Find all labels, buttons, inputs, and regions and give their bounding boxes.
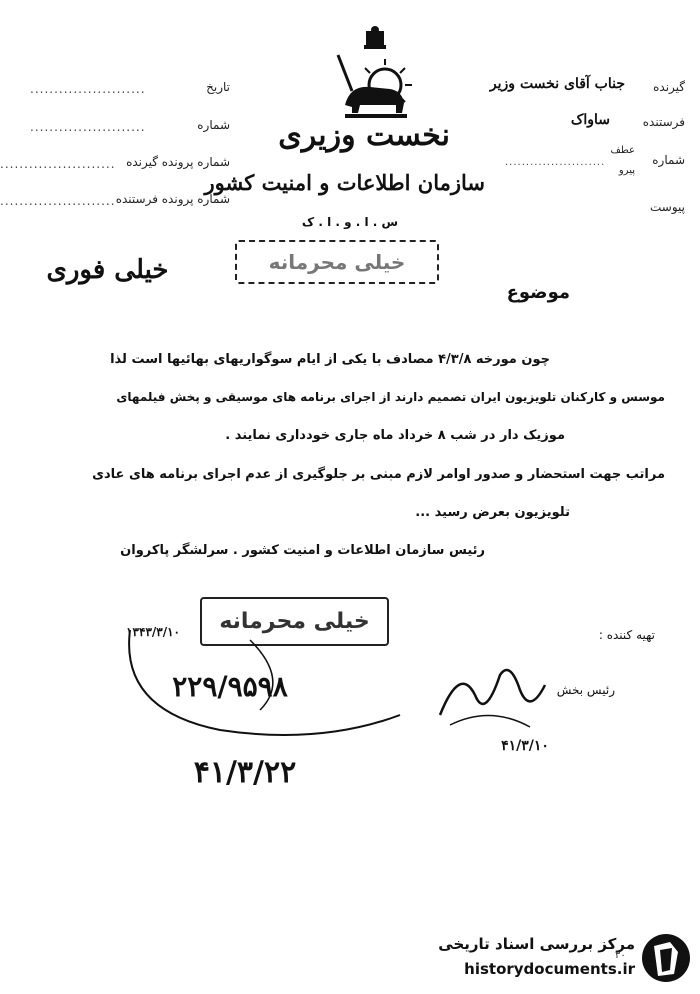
- sender-value: ساواک: [570, 112, 610, 128]
- sender-label: فرستنده: [642, 115, 685, 129]
- date-dots: ........................: [30, 82, 146, 96]
- org-line-2: سازمان اطلاعات و امنیت کشور: [204, 170, 485, 195]
- org-line-1: نخست وزیری: [278, 118, 450, 153]
- receiver-label: گیرنده: [653, 80, 685, 94]
- receiver-file-dots: ........................: [0, 157, 116, 171]
- ref-label: عطف: [610, 145, 635, 156]
- handwritten-date: ۴۱/۳/۲۲: [193, 755, 297, 790]
- subject-label: موضوع: [506, 282, 570, 303]
- handwritten-number: ۲۲۹/۹۵۹۸: [172, 670, 288, 703]
- attachment-label: پیوست: [650, 200, 685, 214]
- body-line-4: مراتب جهت استحضار و صدور اوامر لازم مبنی بر جلوگیری از عدم اجرای برنامه های عادی: [92, 467, 665, 482]
- date-label: تاریخ: [206, 80, 230, 94]
- footer-page-code: ۳۰: [615, 950, 626, 961]
- preparer-label: تهیه کننده :: [598, 628, 655, 642]
- footer-center-name: مرکز بررسی اسناد تاریخی: [438, 935, 635, 953]
- handwritten-date-top: ۱۳۴۳/۳/۱۰: [126, 625, 180, 639]
- bottom-stamp: خیلی محرمانه: [200, 597, 389, 646]
- ref-dots: ........................: [505, 157, 606, 168]
- lion-and-sun-emblem-icon: [330, 25, 420, 120]
- subject-stamp: خیلی محرمانه: [235, 240, 439, 284]
- number-label-left: شماره: [197, 118, 230, 132]
- number-label-right: شماره: [652, 153, 685, 167]
- signature-scribble-icon: [430, 655, 550, 735]
- sender-file-dots: ........................: [0, 194, 116, 208]
- signature-line: رئیس سازمان اطلاعات و امنیت کشور . سرلشگر پاکروان: [120, 543, 485, 558]
- footer-logo: [410, 925, 695, 990]
- body-line-3: موزیک دار در شب ۸ خرداد ماه جاری خودداری نمایند .: [225, 428, 565, 443]
- receiver-file-label: شماره پرونده گیرنده: [126, 155, 230, 169]
- subject-handwritten: خیلی فوری: [46, 255, 169, 285]
- follow-label: پیرو: [618, 165, 635, 176]
- sender-file-label: شماره پرونده فرستنده: [115, 192, 230, 206]
- body-line-1: چون مورخه ۴/۳/۸ مصادف با یکی از ایام سوگواریهای بهائیها است لذا: [110, 352, 550, 367]
- footer-website: historydocuments.ir: [464, 960, 635, 978]
- org-code: س . ا . و . ا . ک: [301, 215, 399, 229]
- body-line-5: تلویزیون بعرض رسید ...: [415, 505, 570, 520]
- section-head-label: رئیس بخش: [556, 683, 615, 697]
- history-documents-logo-icon: [640, 930, 692, 986]
- handwriting-stroke: [100, 620, 420, 750]
- number-dots: ........................: [30, 120, 146, 134]
- handwritten-right-date: ۴۱/۳/۱۰: [501, 738, 549, 754]
- receiver-value: جناب آقای نخست وزیر: [489, 76, 625, 92]
- body-line-2: موسس و کارکنان تلویزیون ایران تصمیم دارند از اجرای برنامه های موسیقی و پخش فیلمهای: [116, 390, 665, 404]
